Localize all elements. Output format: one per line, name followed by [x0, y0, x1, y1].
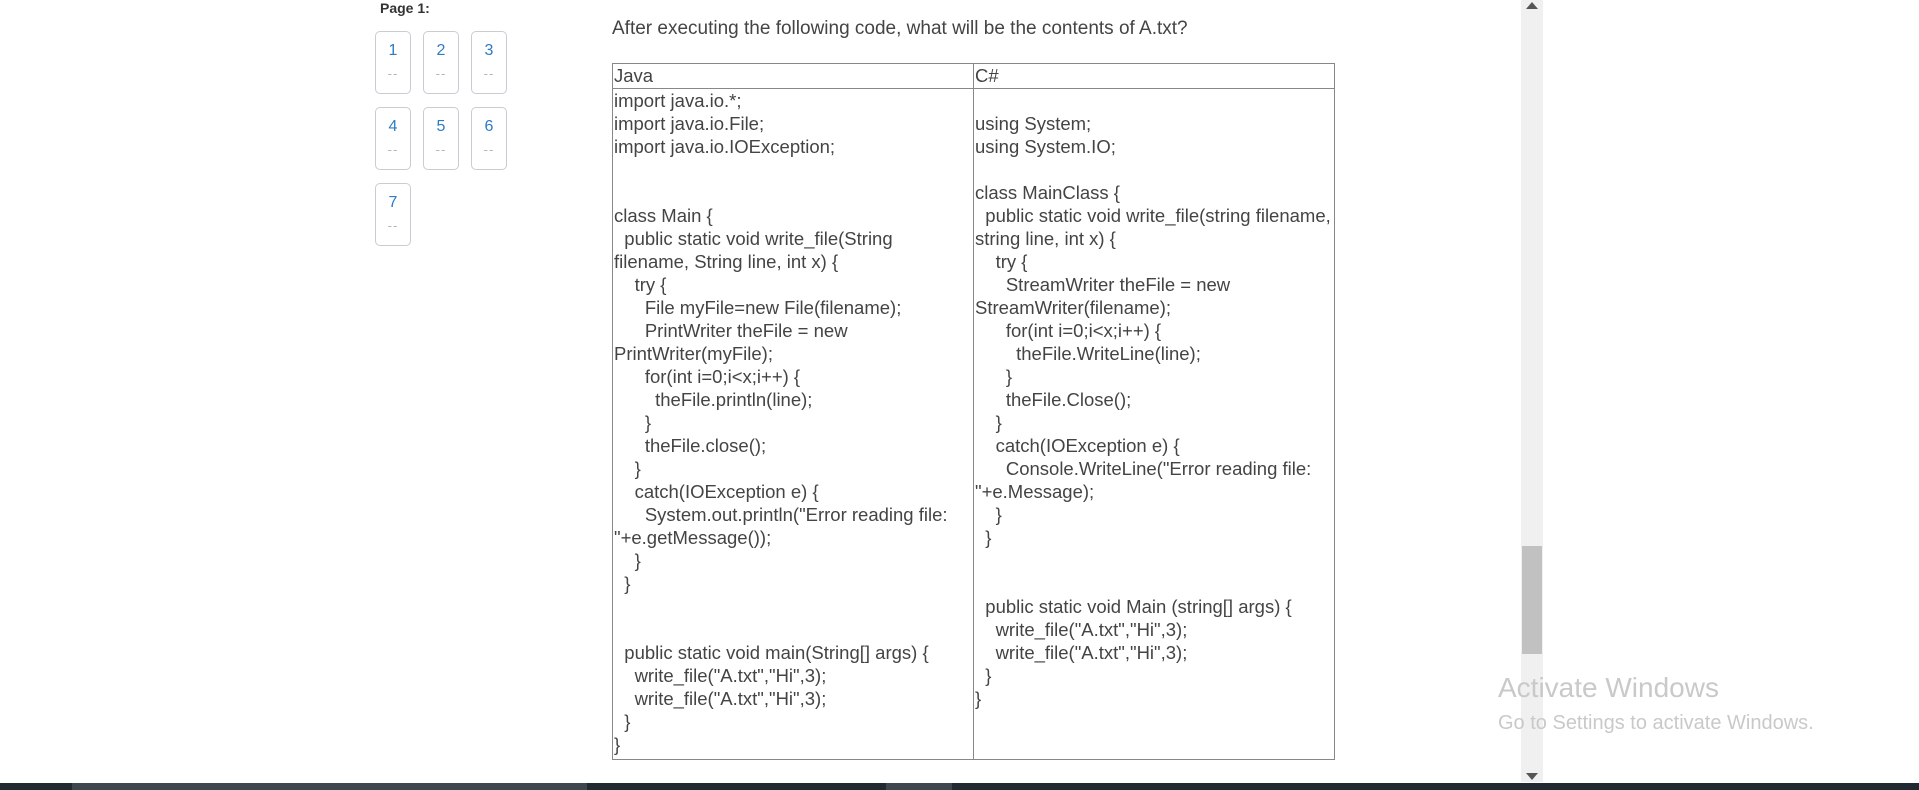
- question-number: 4: [388, 118, 398, 135]
- taskbar: [0, 783, 1919, 790]
- scroll-up-icon[interactable]: [1526, 2, 1538, 9]
- csharp-code: using System; using System.IO; class MainClass { public static void write_file(string filename, string line, int x) { try { StreamWriter theFile = new StreamWriter(filename); for(int i=0;i<x;i++) { theFile.WriteLine(line); } theFile.Close(); } catch(IOException e) { Console.WriteLine("Error reading file: "+e.Message); } } public static void Main (string[] args) { write_file("A.txt","Hi",3); write_file("A.txt","Hi",3); } }: [975, 113, 1331, 709]
- page-label: Page 1:: [380, 0, 430, 16]
- question-number: 2: [436, 42, 446, 59]
- question-2-button[interactable]: [423, 31, 459, 94]
- taskbar-app-button[interactable]: [886, 783, 952, 790]
- question-4-button[interactable]: [375, 107, 411, 170]
- question-6-button[interactable]: [471, 107, 507, 170]
- question-status: --: [435, 142, 447, 157]
- scroll-down-icon[interactable]: [1526, 773, 1538, 780]
- activate-windows-title: Activate Windows: [1498, 672, 1719, 703]
- question-number: 5: [436, 118, 446, 135]
- taskbar-search-area[interactable]: [72, 783, 587, 790]
- vertical-scrollbar[interactable]: [1521, 0, 1543, 782]
- question-status: --: [483, 66, 495, 81]
- table-header-row: [613, 64, 1335, 89]
- question-number: 7: [388, 194, 398, 211]
- question-1-button[interactable]: [375, 31, 411, 94]
- question-status: --: [387, 142, 399, 157]
- question-status: --: [483, 142, 495, 157]
- question-text: After executing the following code, what will be the contents of A.txt?: [612, 18, 1188, 39]
- question-number: 3: [484, 42, 494, 59]
- question-number: 6: [484, 118, 494, 135]
- table-row: [613, 89, 1335, 760]
- question-7-button[interactable]: [375, 183, 411, 246]
- question-5-button[interactable]: [423, 107, 459, 170]
- question-number: 1: [388, 42, 398, 59]
- code-comparison-table: [612, 63, 1335, 760]
- csharp-column-header: C#: [974, 64, 1335, 89]
- question-status: --: [387, 218, 399, 233]
- java-code: import java.io.*; import java.io.File; import java.io.IOException; class Main { public static void write_file(String filename, String line, int x) { try { File myFile=new File(filename); PrintWriter theFile = new PrintWriter(myFile); for(int i=0;i<x;i++) { theFile.println(line); } theFile.close(); } catch(IOException e) { System.out.println("Error reading file: "+e.getMessage()); } } public static void main(String[] args) { write_file("A.txt","Hi",3); write_file("A.txt","Hi",3); } }: [614, 90, 948, 755]
- scroll-thumb[interactable]: [1522, 546, 1542, 654]
- activate-windows-subtitle: Go to Settings to activate Windows.: [1498, 712, 1814, 734]
- java-code-cell: [613, 89, 974, 760]
- question-status: --: [387, 66, 399, 81]
- java-column-header: Java: [613, 64, 974, 89]
- question-status: --: [435, 66, 447, 81]
- question-3-button[interactable]: [471, 31, 507, 94]
- csharp-code-cell: [974, 89, 1335, 760]
